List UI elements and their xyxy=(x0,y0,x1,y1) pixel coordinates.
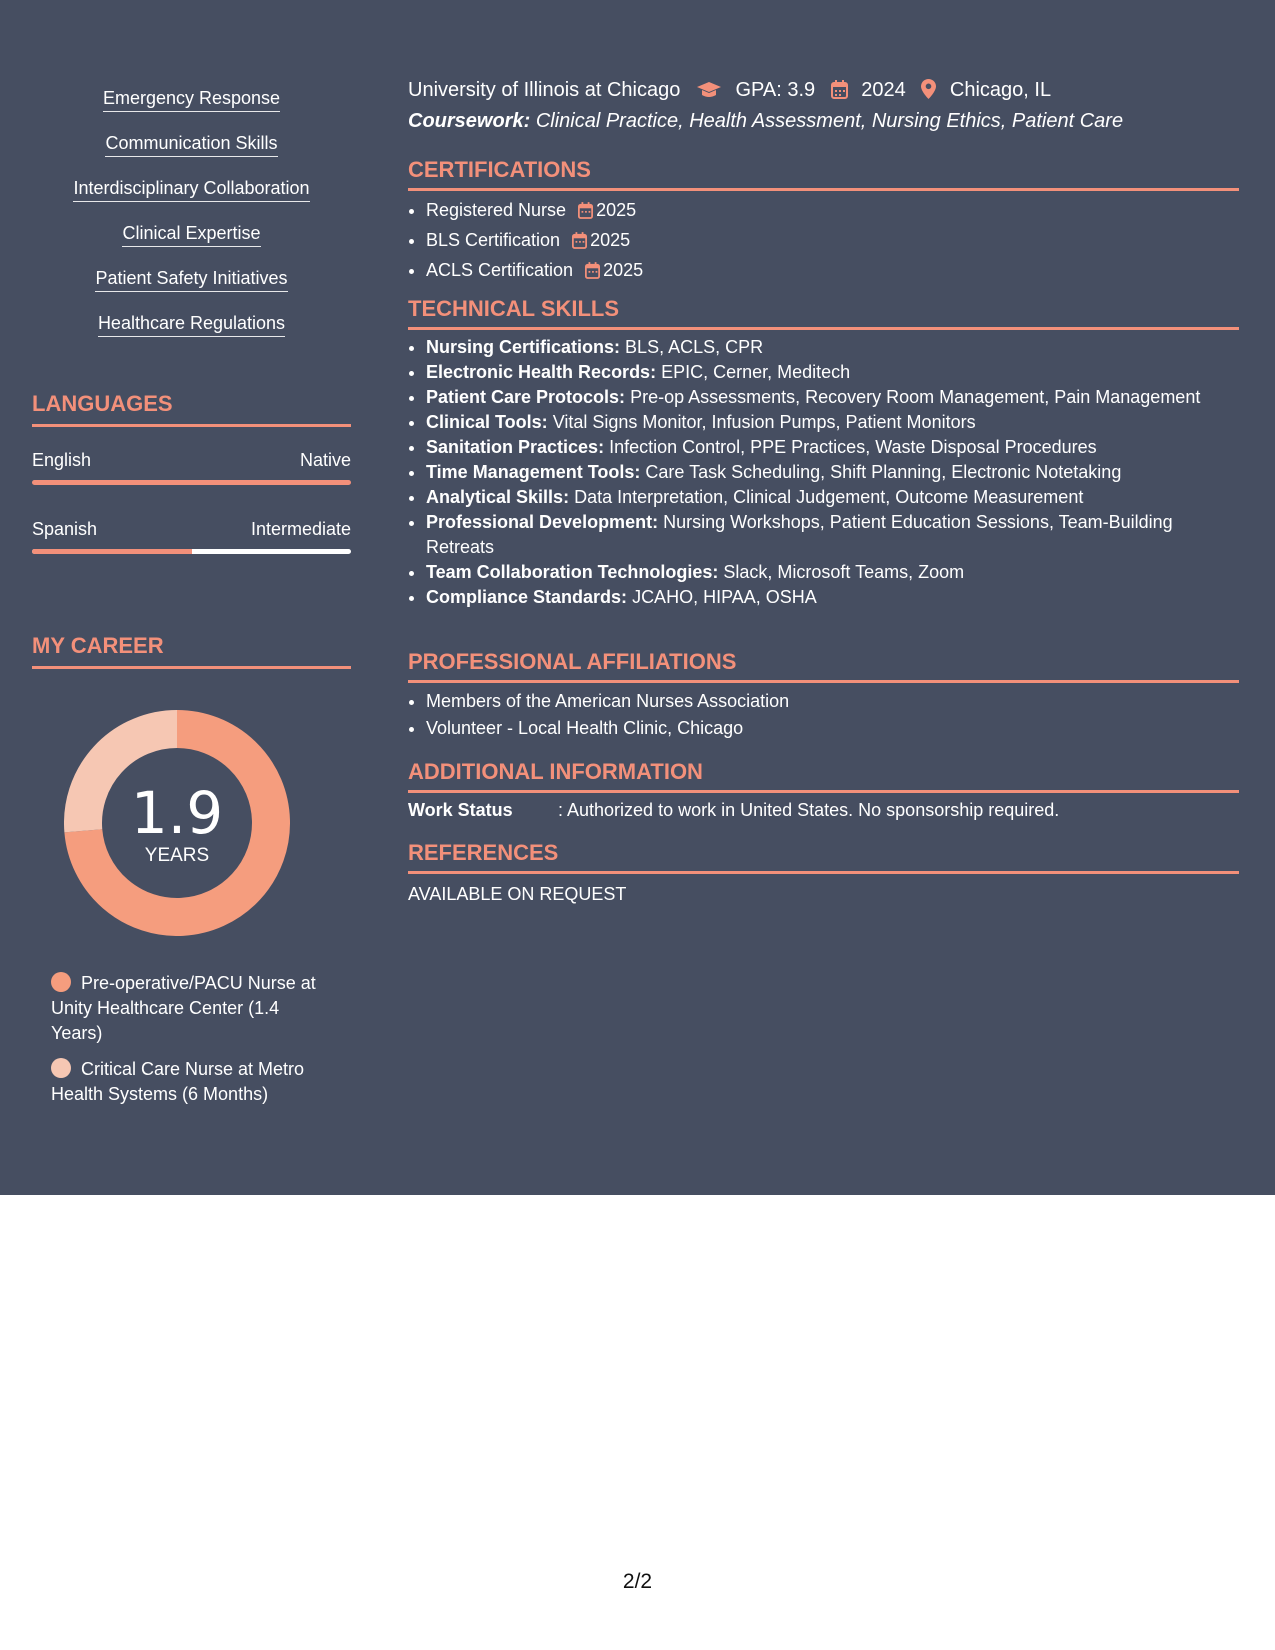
additional-info-heading: ADDITIONAL INFORMATION xyxy=(408,759,1239,793)
skill-tag-label: Emergency Response xyxy=(103,88,280,112)
skill-category: Nursing Certifications: xyxy=(426,337,621,357)
skill-category: Patient Care Protocols: xyxy=(426,387,626,407)
location: Chicago, IL xyxy=(949,79,1052,101)
education-line xyxy=(408,79,1051,105)
legend-dot xyxy=(51,1058,71,1078)
certification-name: BLS Certification xyxy=(426,230,561,250)
skill-values: Nursing Workshops, Patient Education Sessions, Team-Building Retreats xyxy=(426,512,1173,557)
skill-values: Infection Control, PPE Practices, Waste Disposal Procedures xyxy=(609,437,1097,457)
graduation-cap-icon xyxy=(696,81,722,105)
affiliation-item: • Volunteer - Local Health Clinic, Chicago xyxy=(426,715,1241,742)
skill-category: Sanitation Practices: xyxy=(426,437,605,457)
skill-category: Time Management Tools: xyxy=(426,462,641,482)
certification-year: 2025 xyxy=(603,260,644,280)
career-legend-item xyxy=(51,971,331,1046)
skill-tag xyxy=(32,133,351,157)
skill-tag xyxy=(32,178,351,202)
technical-skills-list xyxy=(408,335,1241,610)
language-level: Intermediate xyxy=(250,519,351,539)
affiliations-list xyxy=(408,688,1241,742)
certification-year: 2025 xyxy=(596,200,637,220)
coursework-list: Clinical Practice, Health Assessment, Nursing Ethics, Patient Care xyxy=(535,110,1124,132)
skill-values: Pre-op Assessments, Recovery Room Management, Pain Management xyxy=(630,387,1201,407)
language-proficiency-fill xyxy=(32,549,192,554)
skill-item xyxy=(426,410,1241,435)
skill-tag xyxy=(32,88,351,112)
certification-item xyxy=(426,197,1241,227)
language-proficiency-bar xyxy=(32,549,351,554)
references-heading: REFERENCES xyxy=(408,840,1239,874)
work-status-value: : Authorized to work in United States. No sponsorship required. xyxy=(558,800,1060,820)
calendar-icon xyxy=(578,200,593,227)
skill-item xyxy=(426,485,1241,510)
skill-category: Team Collaboration Technologies: xyxy=(426,562,719,582)
skill-tag-label: Communication Skills xyxy=(105,133,277,157)
affiliations-heading: PROFESSIONAL AFFILIATIONS xyxy=(408,649,1239,683)
skill-category: Electronic Health Records: xyxy=(426,362,657,382)
skill-item xyxy=(426,435,1241,460)
language-name: Spanish xyxy=(32,519,98,539)
skill-tag-label: Clinical Expertise xyxy=(122,223,260,247)
work-status xyxy=(408,800,1059,821)
skill-tag-label: Interdisciplinary Collaboration xyxy=(73,178,309,202)
skill-values: Care Task Scheduling, Shift Planning, Electronic Notetaking xyxy=(645,462,1122,482)
language-proficiency-bar xyxy=(32,480,351,485)
calendar-icon xyxy=(831,80,848,105)
affiliation-item: • Members of the American Nurses Association xyxy=(426,688,1241,715)
career-donut-chart xyxy=(64,710,290,936)
skill-item xyxy=(426,385,1241,410)
certification-item xyxy=(426,227,1241,257)
school-name: University of Illinois at Chicago xyxy=(408,79,681,101)
career-legend-item xyxy=(51,1057,331,1107)
language-proficiency-fill xyxy=(32,480,351,485)
skill-category: Analytical Skills: xyxy=(426,487,570,507)
skill-item xyxy=(426,360,1241,385)
location-pin-icon xyxy=(921,79,936,105)
skill-item xyxy=(426,510,1241,560)
calendar-icon xyxy=(572,230,587,257)
skill-values: Slack, Microsoft Teams, Zoom xyxy=(723,562,965,582)
certification-name: ACLS Certification xyxy=(426,260,574,280)
skill-tag xyxy=(32,313,351,337)
skill-values: BLS, ACLS, CPR xyxy=(625,337,764,357)
certifications-heading: CERTIFICATIONS xyxy=(408,157,1239,191)
skill-values: Vital Signs Monitor, Infusion Pumps, Patient Monitors xyxy=(552,412,976,432)
skill-tag xyxy=(32,268,351,292)
language-level: Native xyxy=(299,450,351,470)
certification-year: 2025 xyxy=(590,230,631,250)
career-heading: MY CAREER xyxy=(32,633,351,669)
graduation-year: 2024 xyxy=(861,79,906,101)
certifications-list xyxy=(408,197,1241,287)
skill-values: EPIC, Cerner, Meditech xyxy=(661,362,851,382)
career-total-unit: YEARS xyxy=(144,845,210,866)
gpa: GPA: 3.9 xyxy=(735,79,816,101)
skill-category: Clinical Tools: xyxy=(426,412,548,432)
technical-skills-heading: TECHNICAL SKILLS xyxy=(408,296,1239,330)
language-name: English xyxy=(32,450,92,470)
page-number: 2/2 xyxy=(622,1570,653,1593)
skill-category: Professional Development: xyxy=(426,512,659,532)
skill-values: JCAHO, HIPAA, OSHA xyxy=(632,587,817,607)
languages-heading: LANGUAGES xyxy=(32,391,351,427)
skill-item xyxy=(426,335,1241,360)
skill-category: Compliance Standards: xyxy=(426,587,628,607)
skill-tag-label: Patient Safety Initiatives xyxy=(95,268,287,292)
references-text: AVAILABLE ON REQUEST xyxy=(408,884,627,904)
career-total-value: 1.9 xyxy=(130,779,224,847)
skill-item xyxy=(426,460,1241,485)
work-status-label: Work Status xyxy=(408,800,513,820)
certification-item xyxy=(426,257,1241,287)
calendar-icon xyxy=(585,260,600,287)
coursework-label: Coursework: xyxy=(408,110,531,132)
skill-item xyxy=(426,560,1241,585)
legend-dot xyxy=(51,972,71,992)
coursework xyxy=(408,110,1123,133)
legend-label: Pre-operative/PACU Nurse at Unity Healthcare Center (1.4 Years) xyxy=(51,973,316,1043)
skill-values: Data Interpretation, Clinical Judgement, Outcome Measurement xyxy=(574,487,1084,507)
skill-item xyxy=(426,585,1241,610)
skill-tag xyxy=(32,223,351,247)
certification-name: Registered Nurse xyxy=(426,200,567,220)
legend-label: Critical Care Nurse at Metro Health Systems (6 Months) xyxy=(51,1059,305,1104)
skill-tag-label: Healthcare Regulations xyxy=(98,313,285,337)
